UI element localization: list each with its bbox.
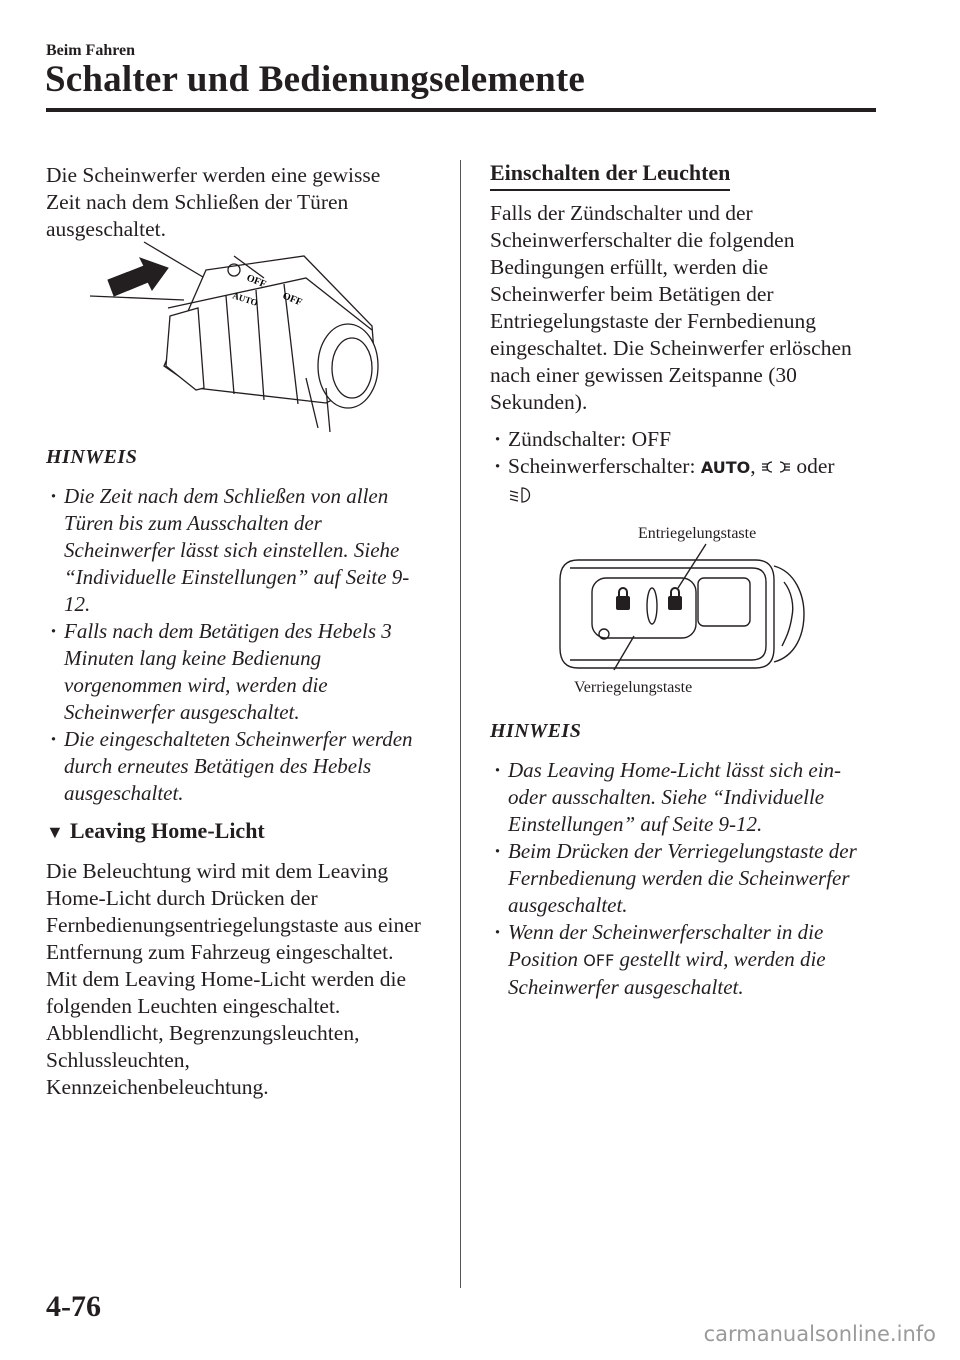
title-rule	[46, 108, 876, 112]
note-item: · Falls nach dem Betätigen des Hebels 3 Minuten lang keine Bedienung vorgenommen wird, werden die Scheinwerfer ausgeschaltet.	[46, 618, 421, 726]
column-divider	[460, 160, 461, 1288]
low-beam-icon	[508, 486, 534, 504]
section-heading: Einschalten der Leuchten	[490, 160, 730, 191]
note-list	[46, 483, 421, 807]
lever-label-off-1: OFF	[244, 272, 268, 291]
leaving-home-paragraph: Kennzeichenbeleuchtung.	[46, 1075, 269, 1099]
section-label: Beim Fahren	[46, 42, 136, 59]
note-left	[46, 446, 446, 807]
arrow-icon	[108, 258, 168, 296]
leaving-home-paragraph: Die Beleuchtung wird mit dem Leaving Home-Licht durch Drücken der Fernbedienungsentriegelungstaste aus einer Entfernung zum Fahrzeug eingeschaltet.	[46, 859, 421, 964]
leaving-home-paragraph: Abblendlicht, Begrenzungsleuchten,	[46, 1021, 360, 1045]
leaving-home-paragraph: Schlussleuchten,	[46, 1048, 190, 1072]
leaving-home-paragraph: Mit dem Leaving Home-Licht werden die folgenden Leuchten eingeschaltet.	[46, 967, 407, 1018]
note-item: · Die Zeit nach dem Schließen von allen Türen bis zum Ausschalten der Scheinwerfer lässt sich einstellen. Siehe “Individuelle Einstellungen” auf Seite 9-12.	[46, 483, 421, 618]
unlock-button-label: Entriegelungstaste	[638, 525, 757, 542]
note-list	[490, 757, 865, 1001]
note-item: · Wenn der Scheinwerferschalter in die Position OFF gestellt wird, werden die Scheinwerfer ausgeschaltet.	[490, 919, 865, 1001]
note-right	[490, 720, 885, 1001]
note-heading: HINWEIS	[46, 446, 138, 468]
lever-label-off-2: OFF	[280, 290, 304, 309]
unlock-icon	[668, 596, 682, 610]
key-fob-figure	[556, 520, 818, 700]
parking-light-icon	[761, 459, 791, 475]
page-title: Schalter und Bedienungselemente	[45, 59, 585, 100]
watermark: carmanualsonline.info	[703, 1322, 936, 1346]
lock-button-label: Verriegelungstaste	[574, 679, 693, 696]
off-symbol: OFF	[583, 951, 615, 970]
right-intro-paragraph: Falls der Zündschalter und der Scheinwerferschalter die folgenden Bedingungen erfüllt, werden die Scheinwerfer beim Betätigen der Entriegelungstaste der Fernbedienung eingeschaltet. Die Scheinwerfer erlöschen nach einer gewissen Zeitspanne (30 Sekunden).	[490, 201, 852, 414]
lever-label-auto: AUTO	[231, 290, 260, 308]
intro-paragraph: Die Scheinwerfer werden eine gewisse Zeit nach dem Schließen der Türen ausgeschaltet.	[46, 163, 381, 241]
note-heading: HINWEIS	[490, 720, 582, 742]
lock-icon	[616, 596, 630, 610]
condition-item: · Zündschalter: OFF	[490, 426, 885, 453]
note-item: · Das Leaving Home-Licht lässt sich ein- oder ausschalten. Siehe “Individuelle Einstellungen” auf Seite 9-12.	[490, 757, 865, 838]
page-number: 4-76	[46, 1290, 101, 1323]
leaving-home-section	[46, 818, 446, 1101]
note-item: · Beim Drücken der Verriegelungstaste der Fernbedienung werden die Scheinwerfer ausgeschaltet.	[490, 838, 865, 919]
headlight-lever-figure	[86, 238, 406, 438]
right-heading-wrap	[490, 160, 885, 191]
triangle-icon: ▼	[46, 822, 64, 842]
auto-symbol: AUTO	[700, 458, 751, 477]
condition-list	[490, 426, 885, 508]
note-item: · Die eingeschalteten Scheinwerfer werden durch erneutes Betätigen des Hebels ausgeschaltet.	[46, 726, 421, 807]
condition-item: · Scheinwerferschalter: AUTO, oder	[490, 453, 885, 508]
leaving-home-heading: ▼ Leaving Home-Licht	[46, 818, 265, 843]
